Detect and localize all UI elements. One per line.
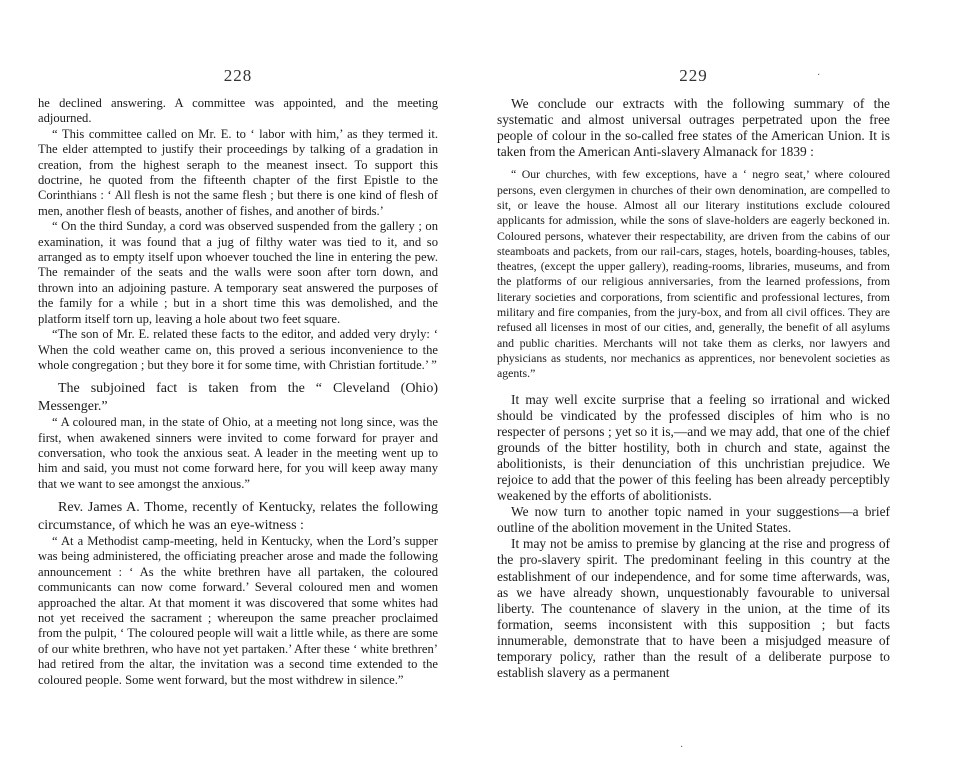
paragraph: “The son of Mr. E. related these facts to the editor, and added very dryly: ‘ When the cold weather came on, this proved a serious inconvenience to the whole congregation ; but they bore it for some time, with Christian fortitude.’ ”	[38, 327, 438, 372]
paragraph: “ A coloured man, in the state of Ohio, at a meeting not long since, was the first, when awakened sinners were invited to come forward for prayer and conversation, who took the anxious seat. A leader in the meeting went up to him and said, you must not come forward here, for you will keep away many that we want to see amongst the anxious.”	[38, 415, 438, 491]
paragraph: Rev. James A. Thome, recently of Kentucky, relates the following circumstance, of which he was an eye-witness :	[38, 500, 438, 533]
speck-mark: ·	[680, 742, 684, 753]
paragraph: It may well excite surprise that a feeling so irrational and wicked should be vindicated by the professed disciples of him who is no respecter of persons ; yet so it is,—and we may add, that one of the chief grounds of the bitter hostility, both in church and state, against the abolitionists, is their denunciation of this unchristian prejudice. We rejoice to add that the power of this feeling has been already perceptibly weakened by the efforts of abolitionists.	[497, 391, 890, 504]
paragraph: “ On the third Sunday, a cord was observed suspended from the gallery ; on examination, it was found that a jug of filthy water was tied to it, and so arranged as to empty itself upon whoever touched the line in entering the pew. The remainder of the seats and the walls were soon after torn down, and thrown into an adjoining pasture. A temporary seat answered the purposes of the family for a while ; but in a short time this was demolished, and the platform itself torn up, leaving a hole about two feet square.	[38, 219, 438, 326]
left-page	[38, 0, 438, 781]
page-text	[497, 96, 890, 681]
paragraph: It may not be amiss to premise by glancing at the rise and progress of the pro-slavery spirit. The predominant feeling in this country at the establishment of our independence, and for some time afterwards, was, as we have already shown, unquestionably favourable to universal liberty. The countenance of slavery in the union, at the time of its formation, seems inconsistent with this supposition ; but facts innumerable, demonstrate that to have been a misjudged measure of temporary policy, rather than the result of a deliberate purpose to establish slavery as a permanent	[497, 536, 890, 681]
speck-mark: ·	[817, 70, 821, 81]
paragraph: We conclude our extracts with the following summary of the systematic and almost universal outrages perpetrated upon the free people of colour in the so-called free states of the American Union. It is taken from the American Anti-slavery Almanack for 1839 :	[497, 96, 890, 160]
paragraph: “ At a Methodist camp-meeting, held in Kentucky, when the Lord’s supper was being administered, the officiating preacher arose and made the following announcement : ‘ As the white brethren have all partaken, the coloured communicants can now come forward.’ Several coloured men and women approached the altar. At that moment it was discovered that some whites had not yet received the sacrament ; whereupon the same preacher proclaimed from the pulpit, ‘ The coloured people will wait a little while, as there are some of our white brethren, who have not yet partaken.’ After these ‘ white brethren’ had retired from the altar, the invitation was a second time extended to the coloured people. Some went forward, but the most withdrew in silence.”	[38, 533, 438, 687]
block-quote: “ Our churches, with few exceptions, have a ‘ negro seat,’ where coloured persons, even clergymen in churches of their own denomination, are compelled to sit, or leave the house. Almost all our literary institutions exclude coloured applicants for admission, while the sons of slave-holders are eagerly beckoned in. Coloured persons, whatever their respectability, are driven from the cabins of our steamboats and packets, from our rail-cars, stages, hotels, boarding-houses, tables, theatres, (except the upper gallery), reading-rooms, libraries, museums, and from the platforms of our religious anniversaries, from the learned professions, from literary societies and corporations, from scientific and professional lectures, from military and fire companies, from the jury-box, and from all civil offices. They are refused all licenses in most of our cities, and, generally, the benefit of all asylums and public charities. Merchants will not take them as clerks, nor lawyers and physicians as students, nor mechanics as apprentices, nor benevolent societies as agents.”	[497, 167, 890, 381]
page-number: 229	[679, 66, 708, 85]
right-page	[497, 0, 890, 781]
page-text	[38, 96, 438, 688]
paragraph: We now turn to another topic named in your suggestions—a brief outline of the abolition movement in the United States.	[497, 504, 890, 536]
paragraph: he declined answering. A committee was appointed, and the meeting adjourned.	[38, 96, 438, 126]
paragraph: The subjoined fact is taken from the “ Cleveland (Ohio) Messenger.”	[38, 381, 438, 414]
page-number: 228	[223, 66, 253, 85]
paragraph: “ This committee called on Mr. E. to ‘ labor with him,’ as they termed it. The elder attempted to justify their proceedings by talking of a gradation in creation, from the highest seraph to the meanest insect. To support this doctrine, he quoted from the fifteenth chapter of the first Epistle to the Corinthians : ‘ All flesh is not the same flesh ; but there is one kind of flesh of men, another flesh of beasts, another of fishes, and another of birds.’	[38, 126, 438, 218]
